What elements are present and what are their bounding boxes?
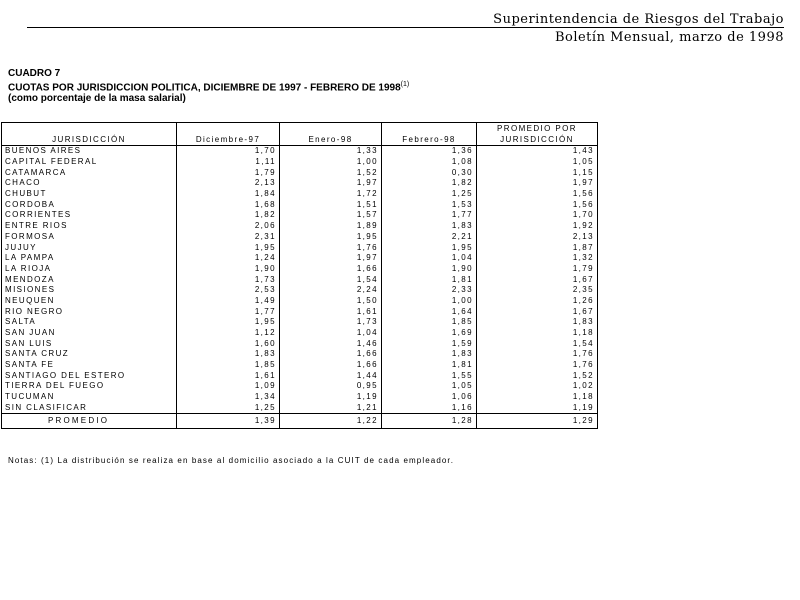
promedio-row: [2, 414, 598, 429]
diciembre-cell: 1,77: [177, 306, 280, 317]
enero-cell: 1,46: [280, 338, 382, 349]
jurisdiccion-cell: CHACO: [2, 178, 177, 189]
promedio-cell: 1,87: [477, 242, 598, 253]
diciembre-cell: 2,53: [177, 285, 280, 296]
promedio-cell: 1,19: [477, 403, 598, 414]
enero-cell: 1,66: [280, 360, 382, 371]
febrero-cell: 1,81: [382, 360, 477, 371]
table-row: [2, 360, 598, 371]
febrero-cell: 1,64: [382, 306, 477, 317]
diciembre-cell: 1,61: [177, 370, 280, 381]
jurisdiccion-cell: MENDOZA: [2, 274, 177, 285]
enero-cell: 2,24: [280, 285, 382, 296]
table-row: [2, 199, 598, 210]
jurisdiccion-cell: CATAMARCA: [2, 167, 177, 178]
enero-cell: 1,00: [280, 157, 382, 168]
table-row: [2, 328, 598, 339]
enero-cell: 0,95: [280, 381, 382, 392]
promedio-cell: 1,18: [477, 328, 598, 339]
febrero-cell: 1,53: [382, 199, 477, 210]
febrero-cell: 2,21: [382, 232, 477, 243]
promedio-cell: 1,18: [477, 392, 598, 403]
main-title-text: CUOTAS POR JURISDICCION POLITICA, DICIEMBRE DE 1997 - FEBRERO DE 1998: [8, 82, 401, 94]
diciembre-cell: 1,09: [177, 381, 280, 392]
promedio-cell: 1,76: [477, 360, 598, 371]
enero-cell: 1,72: [280, 189, 382, 200]
febrero-cell: 1,83: [382, 221, 477, 232]
promedio-enero: 1,22: [280, 414, 382, 429]
promedio-cell: 1,76: [477, 349, 598, 360]
promedio-febrero: 1,28: [382, 414, 477, 429]
table-row: [2, 210, 598, 221]
table-row: [2, 370, 598, 381]
jurisdiccion-cell: TIERRA DEL FUEGO: [2, 381, 177, 392]
febrero-cell: 1,85: [382, 317, 477, 328]
diciembre-cell: 1,34: [177, 392, 280, 403]
promedio-cell: 1,43: [477, 146, 598, 157]
promedio-cell: 1,70: [477, 210, 598, 221]
promedio-label: PROMEDIO: [2, 414, 177, 429]
jurisdiccion-cell: CORRIENTES: [2, 210, 177, 221]
febrero-cell: 1,25: [382, 189, 477, 200]
enero-cell: 1,04: [280, 328, 382, 339]
diciembre-cell: 1,73: [177, 274, 280, 285]
enero-cell: 1,89: [280, 221, 382, 232]
febrero-cell: 1,04: [382, 253, 477, 264]
header-promedio-line1: PROMEDIO POR: [477, 123, 598, 135]
table-row: [2, 146, 598, 157]
table-row: [2, 253, 598, 264]
jurisdiccion-cell: CORDOBA: [2, 199, 177, 210]
jurisdiccion-cell: SIN CLASIFICAR: [2, 403, 177, 414]
notes: Notas: (1) La distribución se realiza en base al domicilio asociado a la CUIT de cada empleador.: [8, 456, 455, 465]
diciembre-cell: 2,31: [177, 232, 280, 243]
table-row: [2, 392, 598, 403]
febrero-cell: 1,00: [382, 296, 477, 307]
diciembre-cell: 1,70: [177, 146, 280, 157]
promedio-cell: 1,54: [477, 338, 598, 349]
febrero-cell: 1,77: [382, 210, 477, 221]
diciembre-cell: 1,95: [177, 242, 280, 253]
enero-cell: 1,57: [280, 210, 382, 221]
promedio-cell: 1,83: [477, 317, 598, 328]
header-diciembre: Diciembre-97: [177, 134, 280, 146]
febrero-cell: 1,82: [382, 178, 477, 189]
febrero-cell: 1,90: [382, 264, 477, 275]
table-row: [2, 306, 598, 317]
promedio-cell: 2,35: [477, 285, 598, 296]
jurisdiccion-cell: LA PAMPA: [2, 253, 177, 264]
jurisdiccion-cell: NEUQUEN: [2, 296, 177, 307]
jurisdiccion-cell: SANTA CRUZ: [2, 349, 177, 360]
febrero-cell: 1,69: [382, 328, 477, 339]
jurisdiccion-cell: CAPITAL FEDERAL: [2, 157, 177, 168]
febrero-cell: 1,36: [382, 146, 477, 157]
diciembre-cell: 1,68: [177, 199, 280, 210]
diciembre-cell: 1,25: [177, 403, 280, 414]
diciembre-cell: 1,11: [177, 157, 280, 168]
table-row: [2, 381, 598, 392]
promedio-cell: 1,26: [477, 296, 598, 307]
enero-cell: 1,19: [280, 392, 382, 403]
diciembre-cell: 1,84: [177, 189, 280, 200]
febrero-cell: 1,16: [382, 403, 477, 414]
enero-cell: 1,97: [280, 178, 382, 189]
enero-cell: 1,52: [280, 167, 382, 178]
diciembre-cell: 1,85: [177, 360, 280, 371]
jurisdiccion-cell: SANTIAGO DEL ESTERO: [2, 370, 177, 381]
promedio-cell: 1,56: [477, 189, 598, 200]
enero-cell: 1,51: [280, 199, 382, 210]
promedio-cell: 1,92: [477, 221, 598, 232]
febrero-cell: 1,06: [382, 392, 477, 403]
enero-cell: 1,54: [280, 274, 382, 285]
organization-header: Superintendencia de Riesgos del Trabajo: [493, 12, 784, 27]
jurisdiccion-cell: FORMOSA: [2, 232, 177, 243]
enero-cell: 1,66: [280, 349, 382, 360]
table-row: [2, 167, 598, 178]
title-footnote-ref: (1): [400, 81, 410, 88]
diciembre-cell: 2,13: [177, 178, 280, 189]
table-title-block: [8, 68, 409, 104]
diciembre-cell: 1,60: [177, 338, 280, 349]
jurisdiccion-cell: CHUBUT: [2, 189, 177, 200]
enero-cell: 1,66: [280, 264, 382, 275]
jurisdiccion-cell: LA RIOJA: [2, 264, 177, 275]
header-jurisdiccion: JURISDICCIÓN: [2, 134, 177, 146]
promedio-cell: 1,32: [477, 253, 598, 264]
promedio-cell: 2,13: [477, 232, 598, 243]
jurisdiccion-cell: JUJUY: [2, 242, 177, 253]
jurisdiccion-cell: RIO NEGRO: [2, 306, 177, 317]
table-row: [2, 317, 598, 328]
jurisdiccion-cell: BUENOS AIRES: [2, 146, 177, 157]
diciembre-cell: 1,90: [177, 264, 280, 275]
enero-cell: 1,50: [280, 296, 382, 307]
enero-cell: 1,44: [280, 370, 382, 381]
promedio-cell: 1,67: [477, 274, 598, 285]
enero-cell: 1,95: [280, 232, 382, 243]
promedio-cell: 1,56: [477, 199, 598, 210]
diciembre-cell: 1,95: [177, 317, 280, 328]
enero-cell: 1,61: [280, 306, 382, 317]
table-row: [2, 157, 598, 168]
header-cell-empty: [177, 123, 280, 135]
promedio-cell: 1,97: [477, 178, 598, 189]
table-main-title: [8, 79, 409, 93]
diciembre-cell: 1,24: [177, 253, 280, 264]
promedio-cell: 1,79: [477, 264, 598, 275]
promedio-total: 1,29: [477, 414, 598, 429]
table-row: [2, 232, 598, 243]
diciembre-cell: 1,12: [177, 328, 280, 339]
header-promedio-line2: JURISDICCIÓN: [477, 134, 598, 146]
table-row: [2, 285, 598, 296]
diciembre-cell: 1,82: [177, 210, 280, 221]
diciembre-cell: 2,06: [177, 221, 280, 232]
febrero-cell: 1,83: [382, 349, 477, 360]
table-row: [2, 242, 598, 253]
cuadro-label: CUADRO 7: [8, 68, 61, 79]
febrero-cell: 1,59: [382, 338, 477, 349]
table-row: [2, 221, 598, 232]
jurisdiccion-cell: MISIONES: [2, 285, 177, 296]
table-row: [2, 178, 598, 189]
enero-cell: 1,21: [280, 403, 382, 414]
header-divider: [27, 27, 784, 28]
jurisdiccion-cell: SANTA FE: [2, 360, 177, 371]
diciembre-cell: 1,79: [177, 167, 280, 178]
promedio-cell: 1,05: [477, 157, 598, 168]
table-row: [2, 338, 598, 349]
table-row: [2, 349, 598, 360]
enero-cell: 1,33: [280, 146, 382, 157]
header-cell-empty: [2, 123, 177, 135]
table-row: [2, 296, 598, 307]
diciembre-cell: 1,49: [177, 296, 280, 307]
febrero-cell: 1,08: [382, 157, 477, 168]
table-subtitle: (como porcentaje de la masa salarial): [8, 93, 186, 105]
enero-cell: 1,76: [280, 242, 382, 253]
promedio-cell: 1,67: [477, 306, 598, 317]
diciembre-cell: 1,83: [177, 349, 280, 360]
table-row: [2, 189, 598, 200]
header-febrero: Febrero-98: [382, 134, 477, 146]
quotas-table: [1, 122, 598, 429]
header-cell-empty: [280, 123, 382, 135]
jurisdiccion-cell: TUCUMAN: [2, 392, 177, 403]
promedio-diciembre: 1,39: [177, 414, 280, 429]
bulletin-header: Boletín Mensual, marzo de 1998: [554, 30, 784, 45]
table-row: [2, 403, 598, 414]
febrero-cell: 0,30: [382, 167, 477, 178]
header-enero: Enero-98: [280, 134, 382, 146]
jurisdiccion-cell: SAN LUIS: [2, 338, 177, 349]
febrero-cell: 1,05: [382, 381, 477, 392]
febrero-cell: 1,95: [382, 242, 477, 253]
febrero-cell: 1,55: [382, 370, 477, 381]
enero-cell: 1,97: [280, 253, 382, 264]
jurisdiccion-cell: SAN JUAN: [2, 328, 177, 339]
jurisdiccion-cell: ENTRE RIOS: [2, 221, 177, 232]
promedio-cell: 1,02: [477, 381, 598, 392]
table-row: [2, 264, 598, 275]
promedio-cell: 1,52: [477, 370, 598, 381]
table-row: [2, 274, 598, 285]
enero-cell: 1,73: [280, 317, 382, 328]
febrero-cell: 2,33: [382, 285, 477, 296]
header-cell-empty: [382, 123, 477, 135]
febrero-cell: 1,81: [382, 274, 477, 285]
jurisdiccion-cell: SALTA: [2, 317, 177, 328]
promedio-cell: 1,15: [477, 167, 598, 178]
